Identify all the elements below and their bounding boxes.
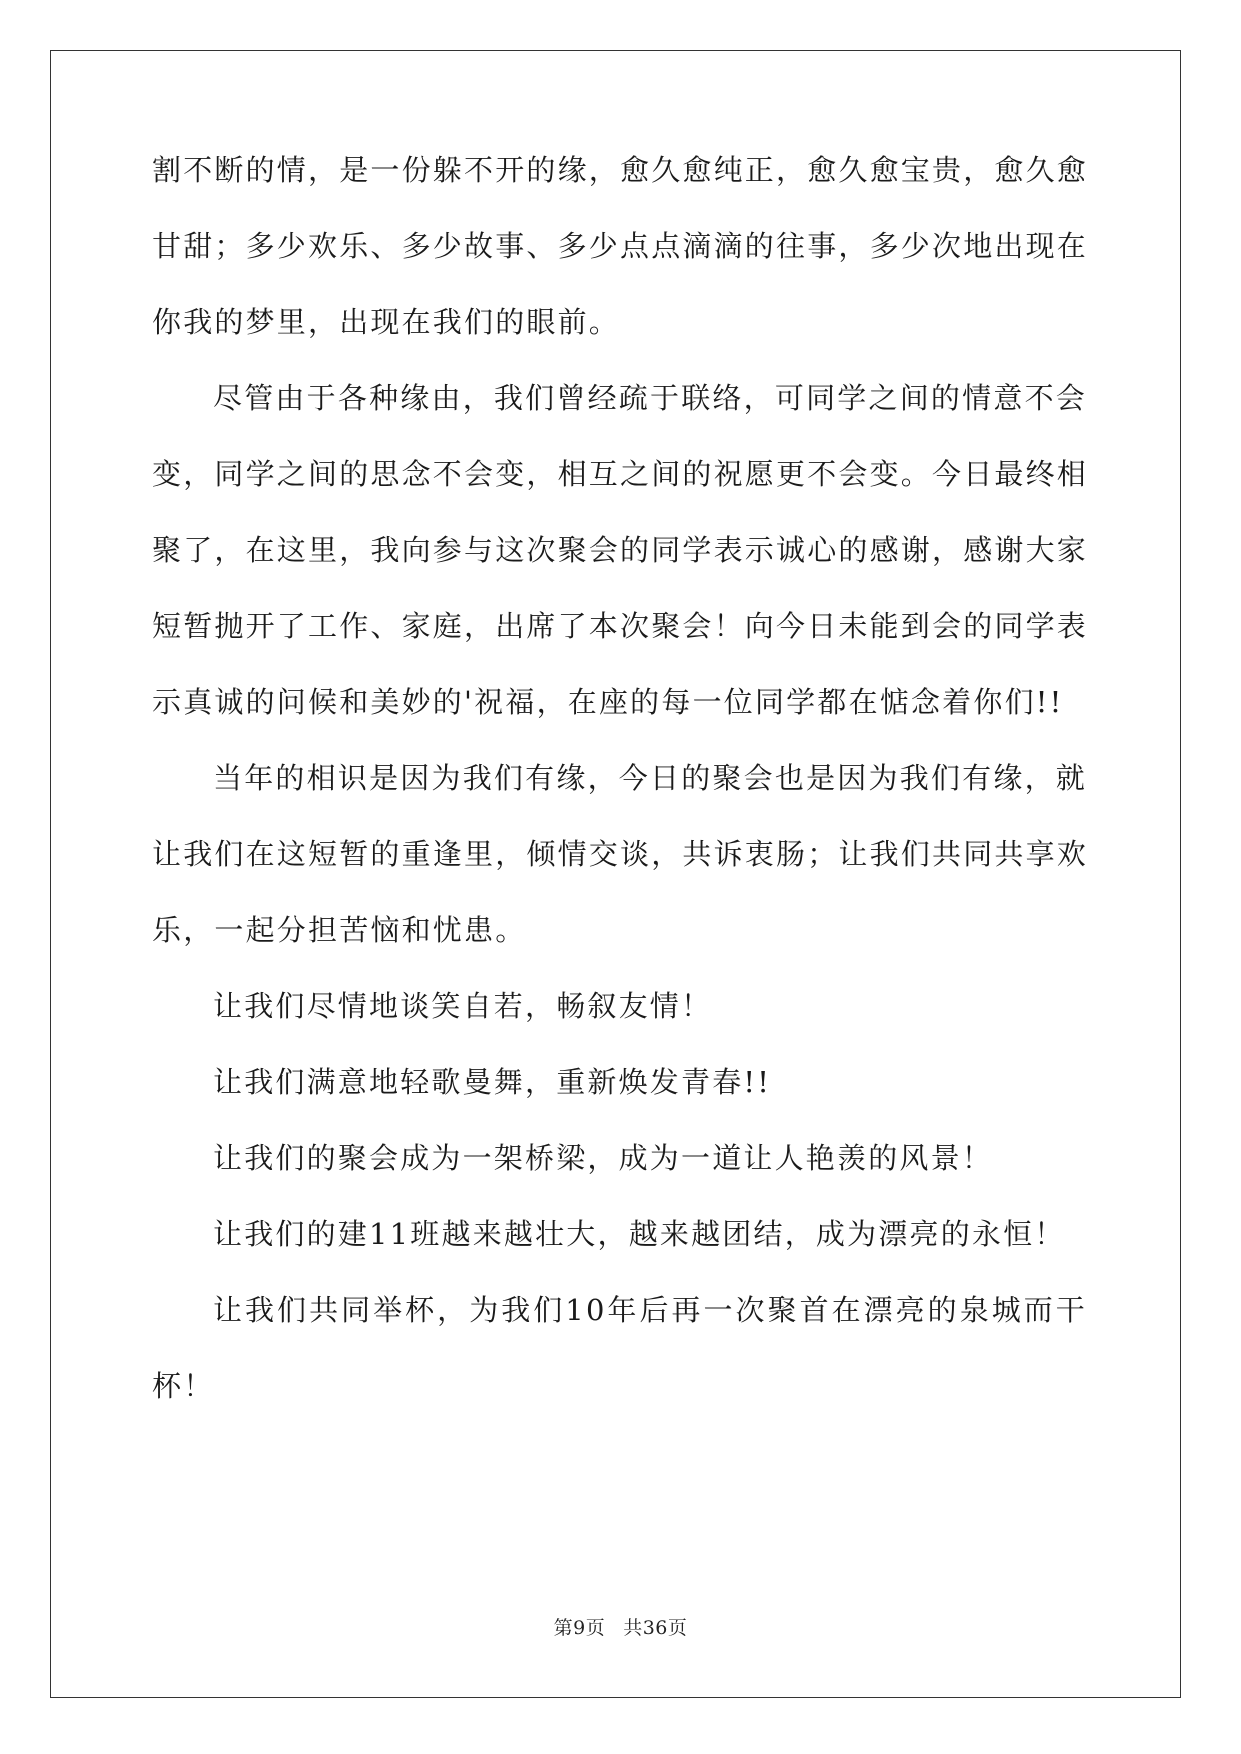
page-total: 共36页 bbox=[623, 1617, 688, 1639]
text-line: 你我的梦里，出现在我们的眼前。 bbox=[152, 305, 621, 339]
text-line: 短暂抛开了工作、家庭，出席了本次聚会！向今日未能到会的同学表 bbox=[152, 609, 1089, 643]
text-line: 杯！ bbox=[152, 1369, 215, 1403]
text-line: 尽管由于各种缘由，我们曾经疏于联络，可同学之间的情意不会 bbox=[213, 381, 1087, 415]
page-number: 第9页 bbox=[553, 1617, 606, 1639]
text-line: 让我们满意地轻歌曼舞，重新焕发青春!! bbox=[213, 1065, 772, 1099]
page-footer bbox=[0, 1616, 1241, 1640]
text-line: 甘甜；多少欢乐、多少故事、多少点点滴滴的往事，多少次地出现在 bbox=[152, 229, 1089, 263]
text-line: 让我们的聚会成为一架桥梁，成为一道让人艳羡的风景！ bbox=[213, 1141, 994, 1175]
text-line: 当年的相识是因为我们有缘，今日的聚会也是因为我们有缘，就 bbox=[213, 761, 1087, 795]
text-line: 让我们尽情地谈笑自若，畅叙友情！ bbox=[213, 989, 713, 1023]
text-line: 聚了，在这里，我向参与这次聚会的同学表示诚心的感谢，感谢大家 bbox=[152, 533, 1089, 567]
text-line: 让我们共同举杯，为我们10年后再一次聚首在漂亮的泉城而干 bbox=[213, 1293, 1087, 1327]
text-line: 割不断的情，是一份躲不开的缘，愈久愈纯正，愈久愈宝贵，愈久愈 bbox=[152, 153, 1089, 187]
text-line: 乐，一起分担苦恼和忧患。 bbox=[152, 913, 527, 947]
text-line: 让我们在这短暂的重逢里，倾情交谈，共诉衷肠；让我们共同共享欢 bbox=[152, 837, 1089, 871]
text-line: 示真诚的问候和美妙的'祝福，在座的每一位同学都在惦念着你们!! bbox=[152, 685, 1064, 719]
text-line: 让我们的建11班越来越壮大，越来越团结，成为漂亮的永恒！ bbox=[213, 1217, 1066, 1251]
text-line: 变，同学之间的思念不会变，相互之间的祝愿更不会变。今日最终相 bbox=[152, 457, 1089, 491]
